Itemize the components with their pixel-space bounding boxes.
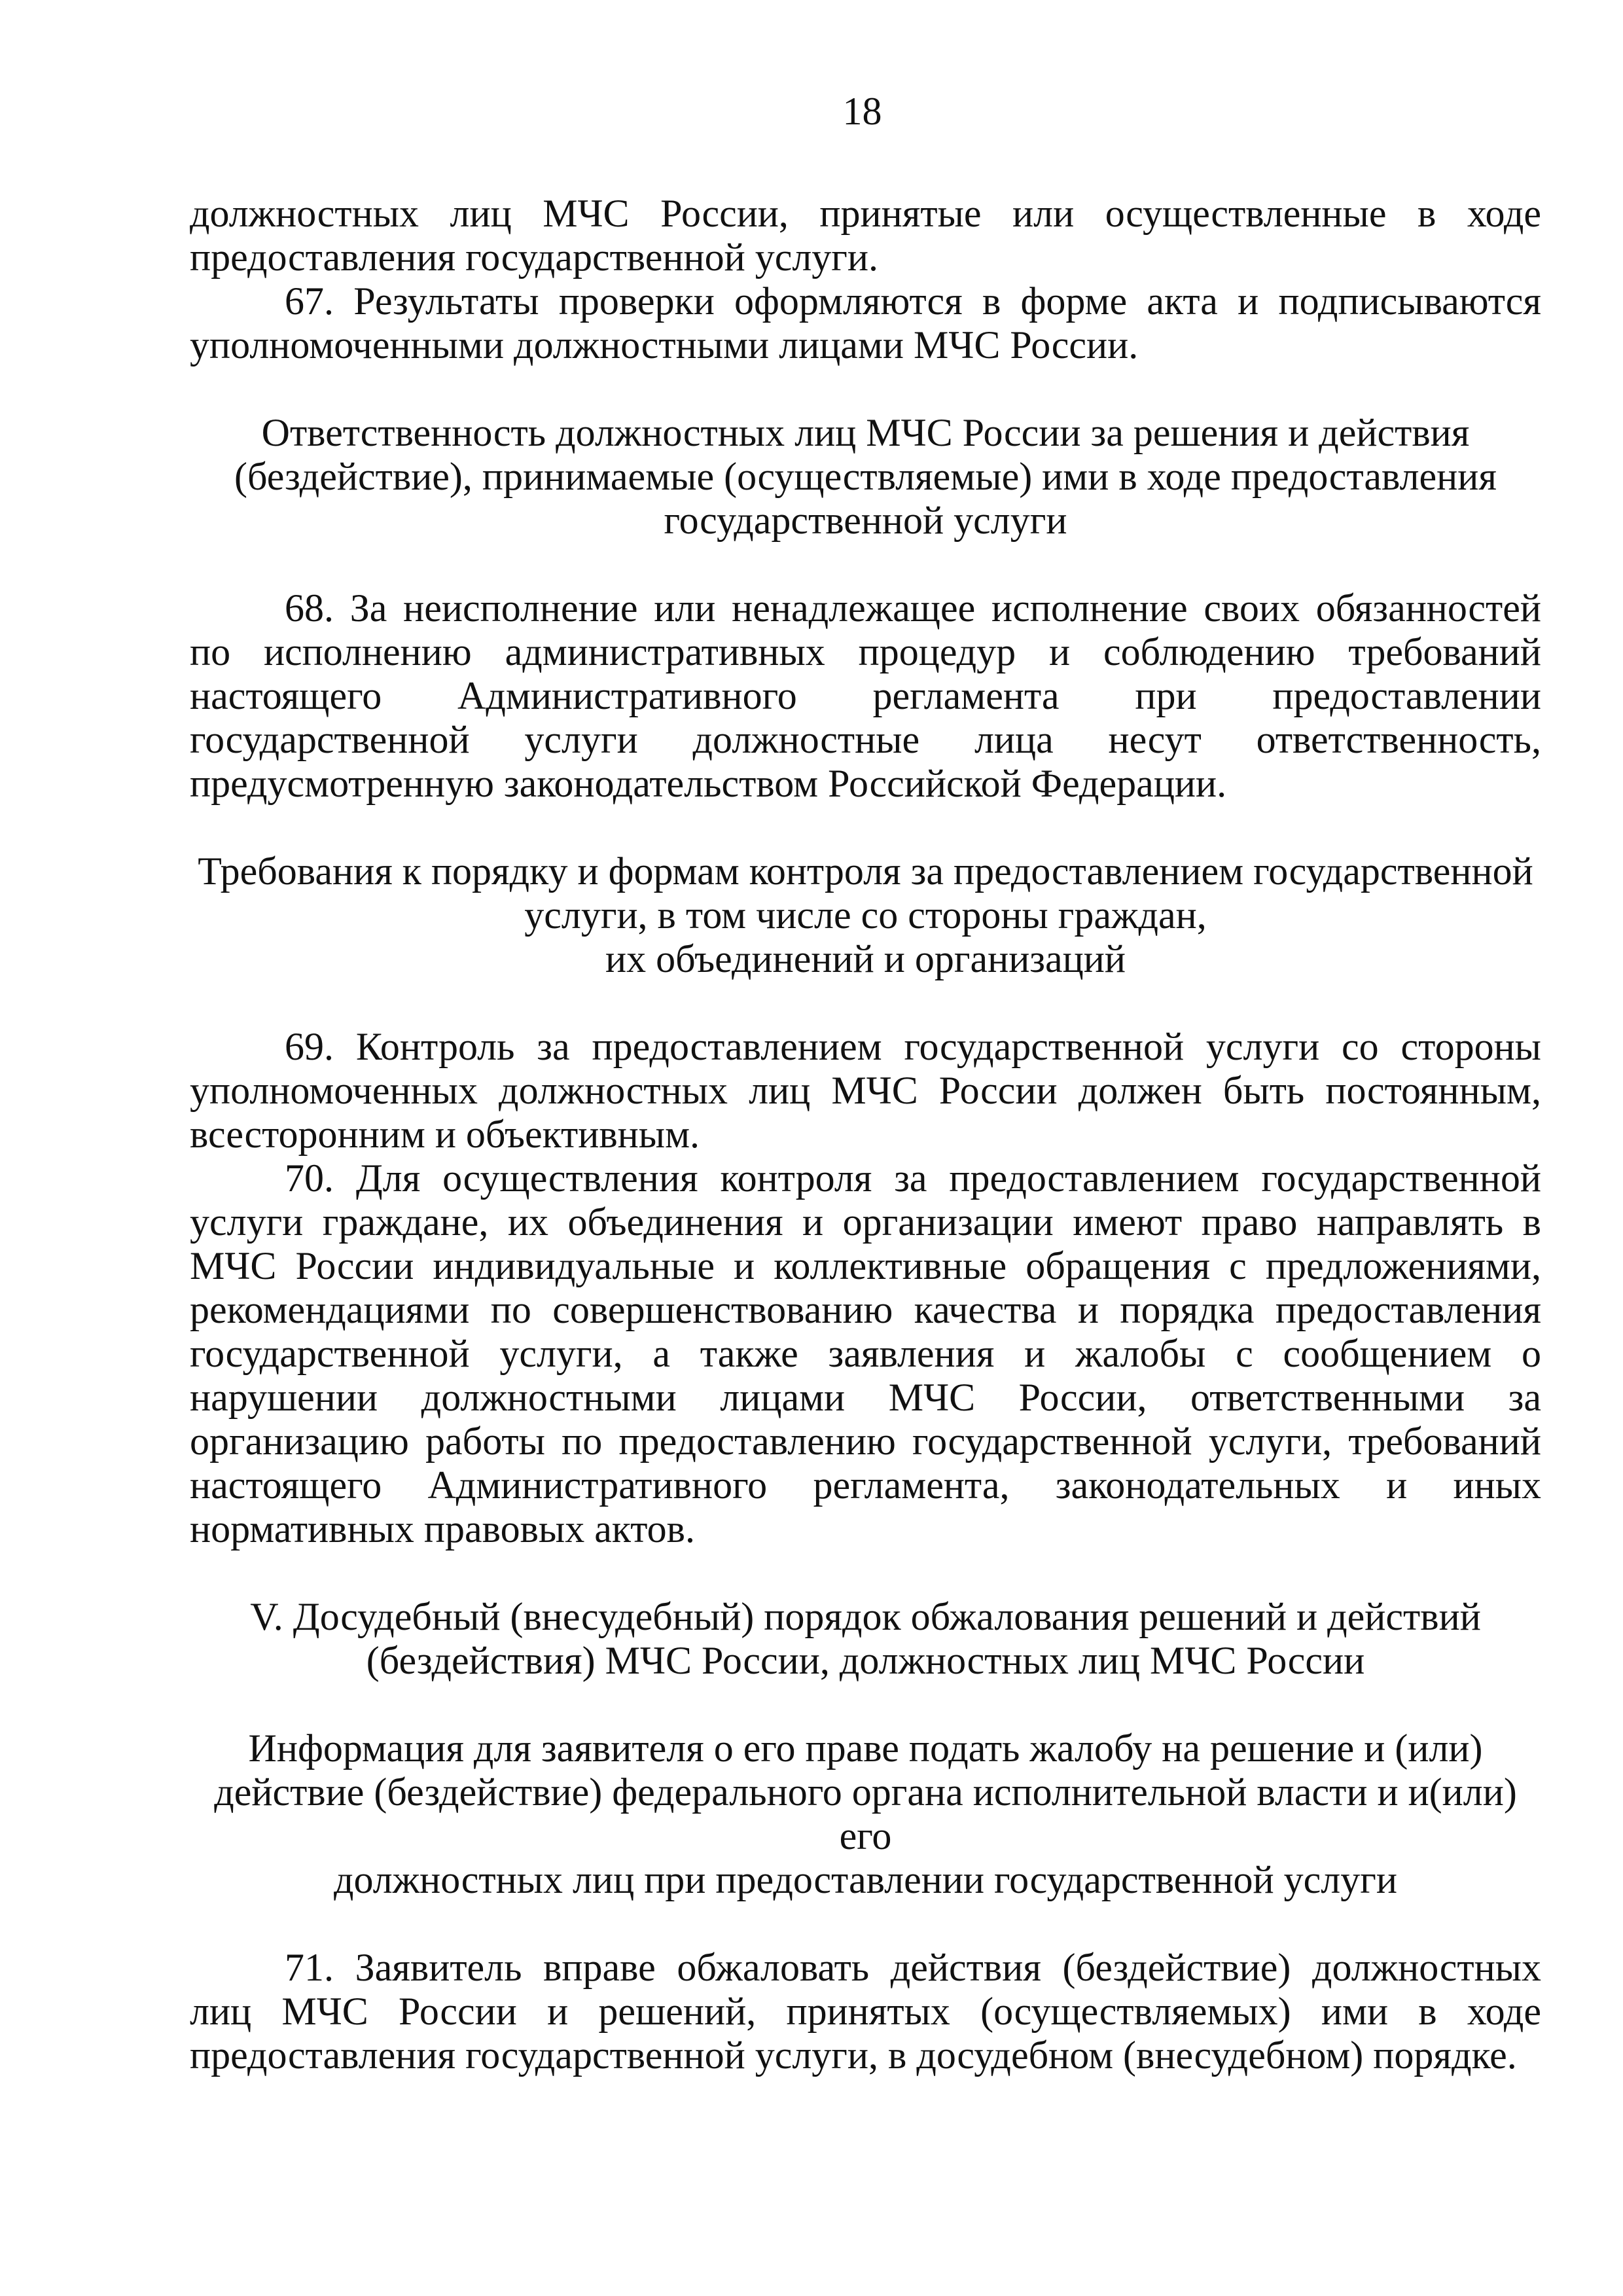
paragraph-70: 70. Для осуществления контроля за предоставлением государственной услуги граждане, их объединения и организации имеют право направлять в МЧС России индивидуальные и коллективные обращения с предложениями, рекомендациями по совершенствованию качества и порядка предоставления государственной услуги, а также заявления и жалобы с сообщением о нарушении должностными лицами МЧС России, ответственными за организацию работы по предоставлению государственной услуги, требований настоящего Административного регламента, законодательных и иных нормативных правовых актов. <box>190 1157 1541 1551</box>
spacer <box>190 543 1541 586</box>
spacer <box>190 981 1541 1025</box>
heading-line: их объединений и организаций <box>605 937 1126 980</box>
heading-line: (бездействия) МЧС России, должностных лиц МЧС России <box>366 1639 1365 1682</box>
heading-line: V. Досудебный (внесудебный) порядок обжалования решений и действий <box>250 1595 1481 1638</box>
heading-line: должностных лиц при предоставлении государственной услуги <box>334 1858 1397 1901</box>
document-body <box>190 192 1541 2077</box>
paragraph-68: 68. За неисполнение или ненадлежащее исполнение своих обязанностей по исполнению административных процедур и соблюдению требований настоящего Административного регламента при предоставлении государственной услуги должностные лица несут ответственность, предусмотренную законодательством Российской Федерации. <box>190 586 1541 805</box>
paragraph-67: 67. Результаты проверки оформляются в форме акта и подписываются уполномоченными должностными лицами МЧС России. <box>190 279 1541 367</box>
heading-line: Требования к порядку и формам контроля за предоставлением государственной <box>198 850 1533 893</box>
spacer <box>190 1902 1541 1946</box>
spacer <box>190 367 1541 411</box>
spacer <box>190 1683 1541 1727</box>
heading-line: Ответственность должностных лиц МЧС России за решения и действия <box>261 411 1470 454</box>
paragraph-continuation: должностных лиц МЧС России, принятые или осуществленные в ходе предоставления государственной услуги. <box>190 192 1541 279</box>
paragraph-69: 69. Контроль за предоставлением государственной услуги со стороны уполномоченных должностных лиц МЧС России должен быть постоянным, всесторонним и объективным. <box>190 1025 1541 1156</box>
spacer <box>190 1551 1541 1595</box>
heading-line: действие (бездействие) федерального органа исполнительной власти и и(или) его <box>214 1770 1517 1857</box>
heading-section-v <box>190 1595 1541 1683</box>
paragraph-71: 71. Заявитель вправе обжаловать действия (бездействие) должностных лиц МЧС России и решений, принятых (осуществляемых) ими в ходе предоставления государственной услуги, в досудебном (внесудебном) порядке. <box>190 1946 1541 2077</box>
heading-line: услуги, в том числе со стороны граждан, <box>524 893 1207 937</box>
heading-line: Информация для заявителя о его праве подать жалобу на решение и (или) <box>248 1727 1483 1770</box>
page-number: 18 <box>842 90 882 133</box>
heading-complaint-info <box>190 1727 1541 1902</box>
heading-control-requirements <box>190 850 1541 981</box>
spacer <box>190 806 1541 850</box>
heading-line: (бездействие), принимаемые (осуществляемые) ими в ходе предоставления <box>234 455 1497 498</box>
heading-responsibility <box>190 411 1541 543</box>
heading-line: государственной услуги <box>664 499 1067 542</box>
